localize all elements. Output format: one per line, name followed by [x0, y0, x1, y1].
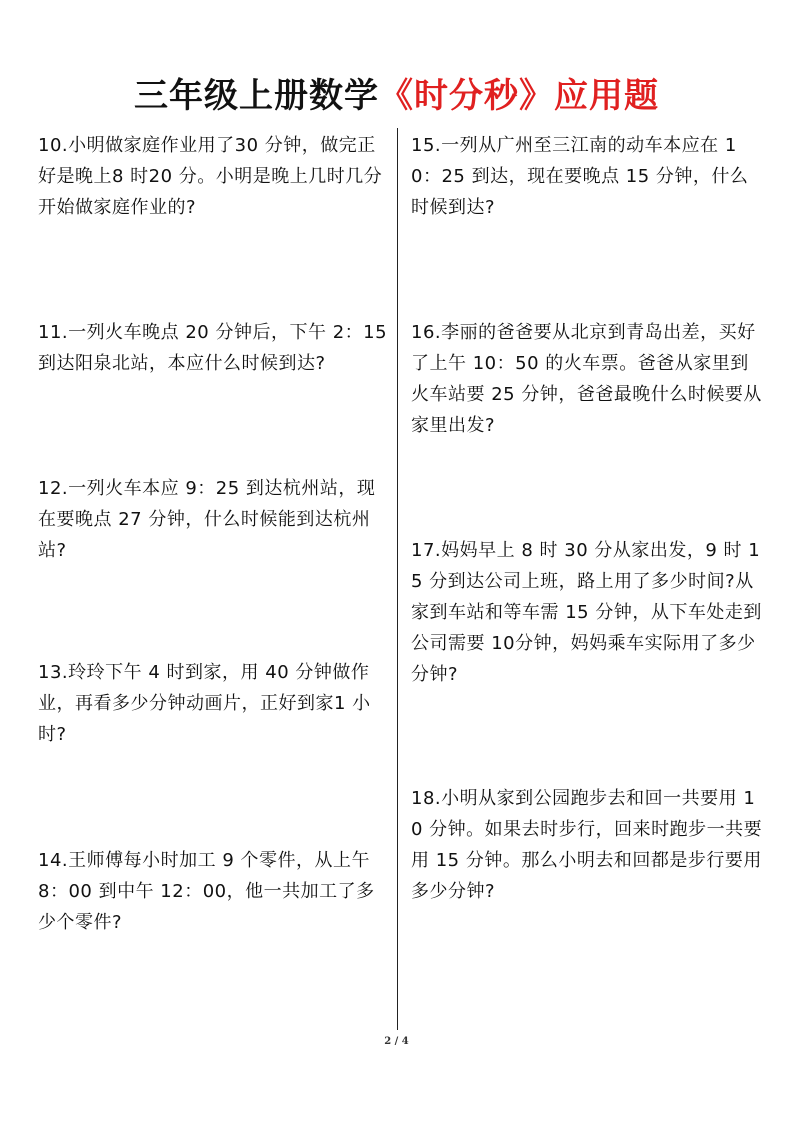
column-divider	[397, 128, 398, 1030]
title-part-grade: 三年级上册数学	[134, 76, 379, 116]
problem-16: 16.李丽的爸爸要从北京到青岛出差，买好了上午 10：50 的火车票。爸爸从家里到火车站要 25 分钟，爸爸最晚什么时候要从家里出发?	[411, 322, 762, 436]
problem-17: 17.妈妈早上 8 时 30 分从家出发，9 时 15 分到达公司上班，路上用了多少时间?从家到车站和等车需 15 分钟，从下车处走到公司需要 10分钟，妈妈乘车实际用了多少分钟?	[411, 540, 762, 685]
problem-11: 11.一列火车晚点 20 分钟后，下午 2：15 到达阳泉北站，本应什么时候到达?	[38, 322, 388, 374]
title-part-type: 应用题	[554, 76, 659, 116]
problem-14: 14.王师傅每小时加工 9 个零件，从上午 8：00 到中午 12：00，他一共加工了多少个零件?	[38, 850, 375, 933]
problem-15: 15.一列从广州至三江南的动车本应在 10：25 到达，现在要晚点 15 分钟，什么时候到达?	[411, 135, 749, 218]
problem-18: 18.小明从家到公园跑步去和回一共要用 10 分钟。如果去时步行，回来时跑步一共要用 15 分钟。那么小明去和回都是步行要用多少分钟?	[411, 788, 763, 902]
problem-12: 12.一列火车本应 9：25 到达杭州站，现在要晚点 27 分钟，什么时候能到达杭州站?	[38, 478, 376, 561]
problem-10: 10.小明做家庭作业用了30 分钟，做完正好是晚上8 时20 分。小明是晚上几时几分开始做家庭作业的?	[38, 135, 383, 218]
page-title	[0, 72, 793, 120]
problem-13: 13.玲玲下午 4 时到家，用 40 分钟做作业，再看多少分钟动画片，正好到家1 小时?	[38, 662, 371, 745]
title-part-topic: 《时分秒》	[379, 76, 554, 116]
page-number: 2 / 4	[384, 1036, 409, 1047]
